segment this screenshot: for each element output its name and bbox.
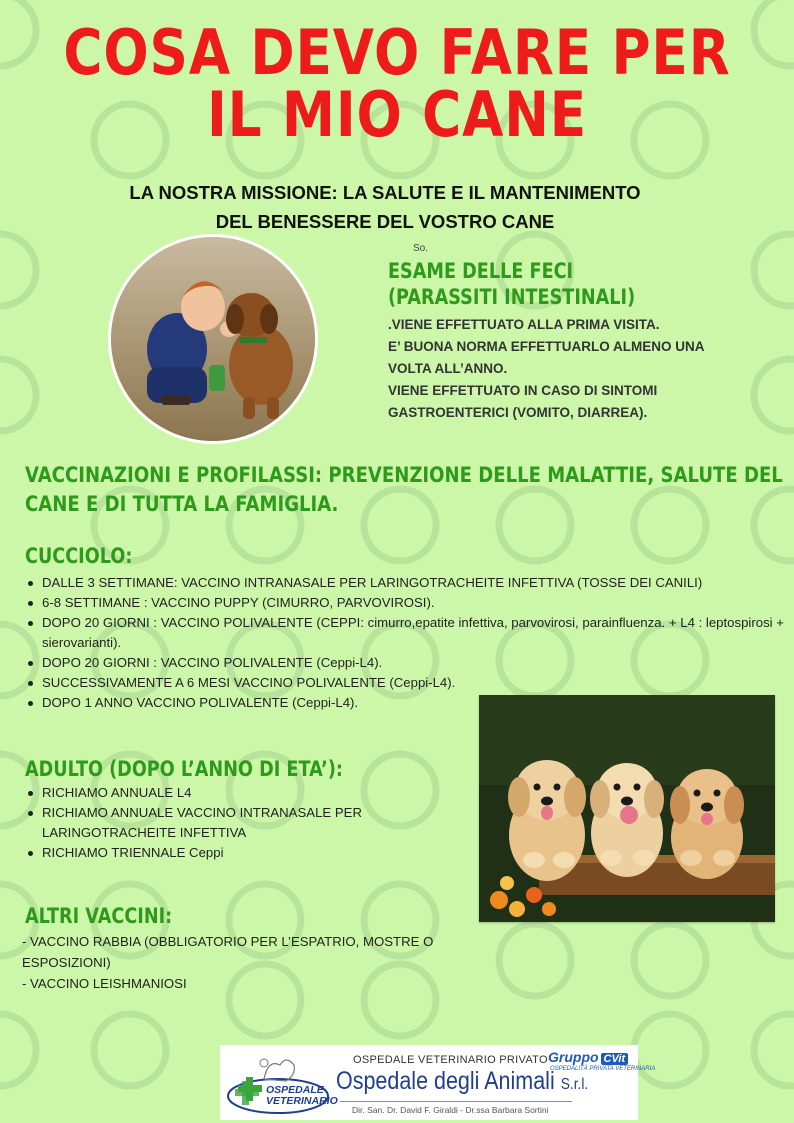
feci-title xyxy=(388,258,635,310)
feci-line: E’ BUONA NORMA EFFETTUARLO ALMENO UNA xyxy=(388,339,705,354)
emblem-line-2: VETERINARIO xyxy=(266,1095,338,1107)
list-item: RICHIAMO ANNUALE VACCINO INTRANASALE PER LARINGOTRACHEITE INFETTIVA xyxy=(25,803,385,843)
puppies-photo xyxy=(479,695,775,922)
list-item: SUCCESSIVAMENTE A 6 MESI VACCINO POLIVALENTE (Ceppi-L4). xyxy=(25,673,785,693)
vaccinazioni-title xyxy=(25,461,783,519)
list-item: RICHIAMO TRIENNALE Ceppi xyxy=(25,843,385,863)
so-mark: So. xyxy=(413,243,429,254)
group-subtitle: OSPEDALITÀ PRIVATA VETERINARIA xyxy=(550,1066,656,1072)
title-line-1: COSA DEVO FARE PER xyxy=(63,16,731,89)
title-line-2: IL MIO CANE xyxy=(206,78,588,151)
page-title xyxy=(56,16,739,151)
group-badge: CVit xyxy=(601,1053,629,1065)
child-with-puppy-photo xyxy=(108,234,318,444)
group-logo xyxy=(548,1049,628,1065)
group-name: Gruppo xyxy=(548,1049,599,1065)
logo-main-name: Ospedale degli Animali xyxy=(336,1067,555,1095)
altri-line: - VACCINO RABBIA (OBBLIGATORIO PER L’ESPATRIO, MOSTRE O ESPOSIZIONI) xyxy=(22,934,434,970)
hospital-logo xyxy=(220,1045,656,1120)
logo-suffix: S.r.l. xyxy=(560,1076,589,1093)
logo-directors: Dir. San. Dr. David F. Giraldi - Dr.ssa Barbara Sortini xyxy=(352,1105,549,1115)
mission-line-2: DEL BENESSERE DEL VOSTRO CANE xyxy=(215,211,555,232)
feci-line: GASTROENTERICI (VOMITO, DIARREA). xyxy=(388,405,648,420)
feci-line: .VIENE EFFETTUATO ALLA PRIMA VISITA. xyxy=(388,317,660,332)
list-item: DOPO 20 GIORNI : VACCINO POLIVALENTE (Ceppi-L4). xyxy=(25,653,785,673)
list-item: DOPO 20 GIORNI : VACCINO POLIVALENTE (CEPPI: cimurro,epatite infettiva, parvovirosi, parainfluenza. + L4 : leptospirosi + sierovarianti). xyxy=(25,613,785,653)
feci-description xyxy=(388,314,748,424)
list-item: DALLE 3 SETTIMANE: VACCINO INTRANASALE PER LARINGOTRACHEITE INFETTIVA (TOSSE DEI CANILI) xyxy=(25,573,785,593)
cucciolo-list xyxy=(25,573,785,713)
feci-line: VOLTA ALL’ANNO. xyxy=(388,361,508,376)
emblem-line-1: OSPEDALE xyxy=(266,1084,324,1096)
altri-vaccini-text xyxy=(22,931,472,994)
list-item: RICHIAMO ANNUALE L4 xyxy=(25,783,385,803)
altri-vaccini-heading: ALTRI VACCINI: xyxy=(25,904,173,928)
list-item: 6-8 SETTIMANE : VACCINO PUPPY (CIMURRO, PARVOVIROSI). xyxy=(25,593,785,613)
list-item: DOPO 1 ANNO VACCINO POLIVALENTE (Ceppi-L4). xyxy=(25,693,785,713)
mission-statement xyxy=(60,178,710,236)
feci-title-line-2: (PARASSITI INTESTINALI) xyxy=(388,285,636,309)
cucciolo-heading: CUCCIOLO: xyxy=(25,544,133,568)
vaccinazioni-title-line-1: VACCINAZIONI E PROFILASSI: PREVENZIONE DELLE MALATTIE, SALUTE DEL xyxy=(25,463,783,488)
vaccinazioni-title-line-2: CANE E DI TUTTA LA FAMIGLIA. xyxy=(25,492,339,517)
logo-subtitle: OSPEDALE VETERINARIO PRIVATO xyxy=(353,1054,548,1066)
feci-title-line-1: ESAME DELLE FECI xyxy=(388,259,574,283)
adulto-list xyxy=(25,783,385,863)
mission-line-1: LA NOSTRA MISSIONE: LA SALUTE E IL MANTENIMENTO xyxy=(129,182,641,203)
logo-divider xyxy=(340,1101,572,1102)
emblem-text xyxy=(266,1085,338,1107)
adulto-heading: ADULTO (DOPO L’ANNO DI ETA’): xyxy=(25,757,343,781)
feci-line: VIENE EFFETTUATO IN CASO DI SINTOMI xyxy=(388,383,658,398)
altri-line: - VACCINO LEISHMANIOSI xyxy=(22,976,187,991)
